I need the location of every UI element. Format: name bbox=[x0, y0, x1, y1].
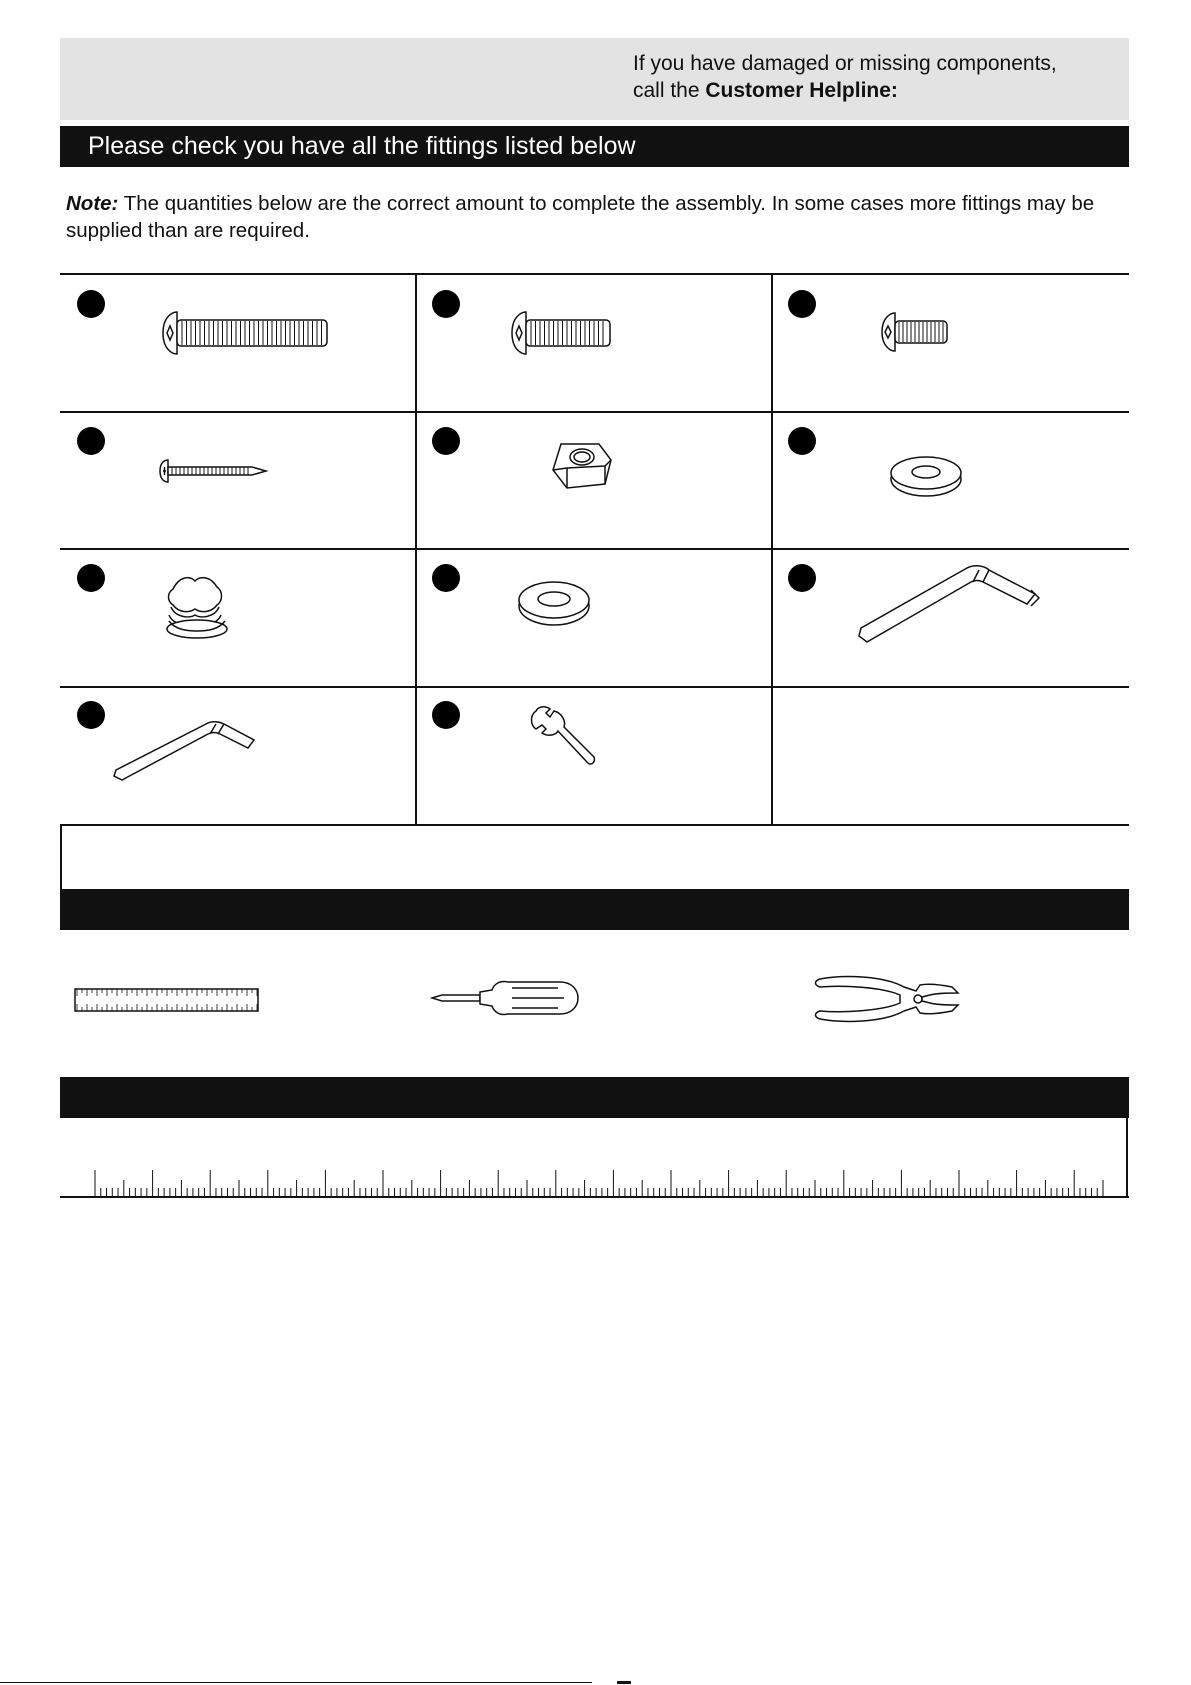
helpline-line1: If you have damaged or missing components, bbox=[633, 52, 1057, 75]
insert-nut-icon bbox=[165, 573, 237, 643]
ruler-icon bbox=[74, 988, 260, 1012]
fitting-marker bbox=[77, 701, 105, 729]
tools-panel-left-edge bbox=[60, 824, 62, 894]
screwdriver-icon bbox=[430, 978, 580, 1018]
fitting-marker bbox=[77, 290, 105, 318]
grid-top-line bbox=[60, 273, 1129, 275]
fitting-marker bbox=[77, 427, 105, 455]
customer-helpline-label: Customer Helpline: bbox=[705, 79, 898, 102]
grid-row-line bbox=[60, 411, 1129, 413]
fitting-marker bbox=[432, 290, 460, 318]
note-text: The quantities below are the correct amount to complete the assembly. In some cases more fittings may be supplied than are required. bbox=[66, 192, 1095, 242]
medium-hex-bolt-icon bbox=[508, 308, 618, 358]
grid-row-line bbox=[60, 548, 1129, 550]
wood-screw-icon bbox=[158, 458, 270, 484]
grid-col-line bbox=[771, 273, 773, 826]
footer-rule bbox=[0, 1682, 592, 1683]
pliers-icon bbox=[812, 973, 962, 1023]
grid-row-line bbox=[60, 686, 1129, 688]
fitting-marker bbox=[432, 427, 460, 455]
small-allen-key-icon bbox=[112, 716, 260, 784]
fitting-marker bbox=[432, 564, 460, 592]
fitting-marker bbox=[788, 427, 816, 455]
spanner-icon bbox=[528, 705, 600, 771]
large-washer-icon bbox=[516, 578, 592, 630]
tools-header-bar bbox=[60, 889, 1129, 930]
fitting-marker bbox=[432, 701, 460, 729]
measuring-scale bbox=[60, 1165, 1129, 1197]
fitting-marker bbox=[788, 290, 816, 318]
short-hex-bolt-icon bbox=[880, 310, 955, 356]
small-washer-icon bbox=[888, 453, 964, 501]
large-allen-key-icon bbox=[855, 560, 1040, 645]
fitting-marker bbox=[77, 564, 105, 592]
page-number-mark bbox=[617, 1681, 631, 1684]
grid-col-line bbox=[415, 273, 417, 826]
measure-header-bar bbox=[60, 1077, 1129, 1118]
hex-nut-icon bbox=[547, 440, 619, 492]
fitting-marker bbox=[788, 564, 816, 592]
long-hex-bolt-icon bbox=[155, 308, 335, 358]
grid-bottom-line bbox=[60, 824, 1129, 826]
note-paragraph bbox=[66, 190, 1126, 244]
helpline-text bbox=[633, 50, 1057, 104]
helpline-line2: call the Customer Helpline: bbox=[633, 79, 898, 102]
fittings-header-title: Please check you have all the fittings listed below bbox=[88, 132, 636, 160]
note-label: Note: bbox=[66, 192, 119, 215]
